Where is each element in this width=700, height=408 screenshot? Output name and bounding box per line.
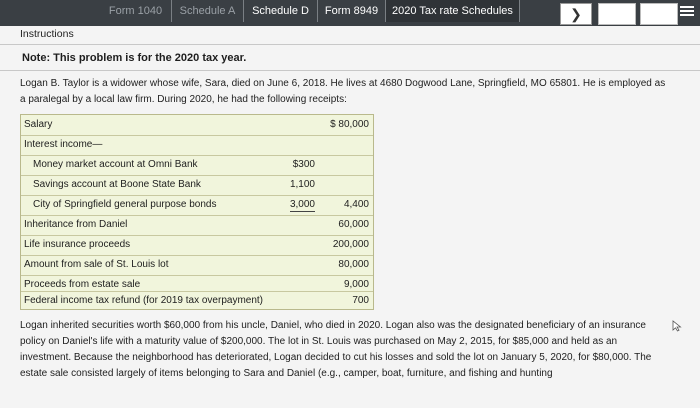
row-value: $300 <box>292 159 315 170</box>
row-label: Amount from sale of St. Louis lot <box>24 259 169 270</box>
table-row <box>21 235 373 255</box>
table-row <box>21 291 373 311</box>
receipts-table <box>20 114 374 310</box>
table-row <box>21 255 373 275</box>
row-label: Inheritance from Daniel <box>24 219 128 230</box>
row-value: 1,100 <box>289 179 315 190</box>
row-value: $ 80,000 <box>330 119 369 130</box>
tab-2020-tax-rate-schedules[interactable]: 2020 Tax rate Schedules <box>386 0 520 22</box>
nav-box[interactable] <box>598 3 636 25</box>
row-label: Federal income tax refund (for 2019 tax overpayment) <box>24 295 264 306</box>
tab-form-1040[interactable]: Form 1040 <box>100 0 172 22</box>
section-label: Instructions <box>20 28 74 40</box>
next-page-button[interactable] <box>560 3 592 25</box>
row-label: Savings account at Boone State Bank <box>33 179 201 190</box>
nav-box[interactable] <box>640 3 678 25</box>
table-row <box>21 195 373 215</box>
divider <box>0 70 700 71</box>
row-value: 9,000 <box>343 279 369 290</box>
divider <box>0 44 700 45</box>
row-total: 4,400 <box>343 199 369 210</box>
chevron-right-icon: ❯ <box>570 6 582 22</box>
instructions-panel <box>0 26 700 408</box>
table-row <box>21 135 373 155</box>
row-value: 700 <box>352 295 369 306</box>
row-value: 80,000 <box>338 259 369 270</box>
tab-form-8949[interactable]: Form 8949 <box>318 0 386 22</box>
table-row <box>21 115 373 135</box>
row-label: Money market account at Omni Bank <box>33 159 198 170</box>
row-value: 3,000 <box>289 199 315 210</box>
table-row <box>21 175 373 195</box>
row-value: 200,000 <box>332 239 369 250</box>
table-row <box>21 155 373 175</box>
menu-icon[interactable] <box>680 4 694 20</box>
table-row <box>21 215 373 235</box>
row-label: Life insurance proceeds <box>24 239 131 250</box>
mouse-cursor-icon <box>672 320 682 332</box>
row-value: 60,000 <box>338 219 369 230</box>
row-label: Interest income— <box>24 139 103 150</box>
tab-bar <box>0 0 700 26</box>
details-paragraph: Logan inherited securities worth $60,000 from his uncle, Daniel, who died in 2020. Logan also was the designated beneficiary of an insurance policy on Daniel's life with a maturity value of $200,000. The lot in St. Louis was purchased on May 2, 2015, for $85,000 and held as an investment. Because the neighborhood has deteriorated, Logan decided to cut his losses and sold the lot on January 5, 2020, for $80,000. The estate sale consisted largely of items belonging to Sara and Daniel (e.g., camper, boat, furniture, and fishing and hunting <box>20 320 652 379</box>
row-label: Proceeds from estate sale <box>24 279 141 290</box>
row-label: City of Springfield general purpose bonds <box>33 199 217 210</box>
tax-year-note: Note: This problem is for the 2020 tax year. <box>22 52 247 64</box>
row-label: Salary <box>24 119 53 130</box>
tab-schedule-d[interactable]: Schedule D <box>244 0 318 22</box>
intro-paragraph: Logan B. Taylor is a widower whose wife, Sara, died on June 6, 2018. He lives at 4680 Dogwood Lane, Springfield, MO 65801. He is employed as a paralegal by a local law firm. During 2020, he had the following receipts: <box>20 78 666 105</box>
tab-schedule-a[interactable]: Schedule A <box>172 0 244 22</box>
